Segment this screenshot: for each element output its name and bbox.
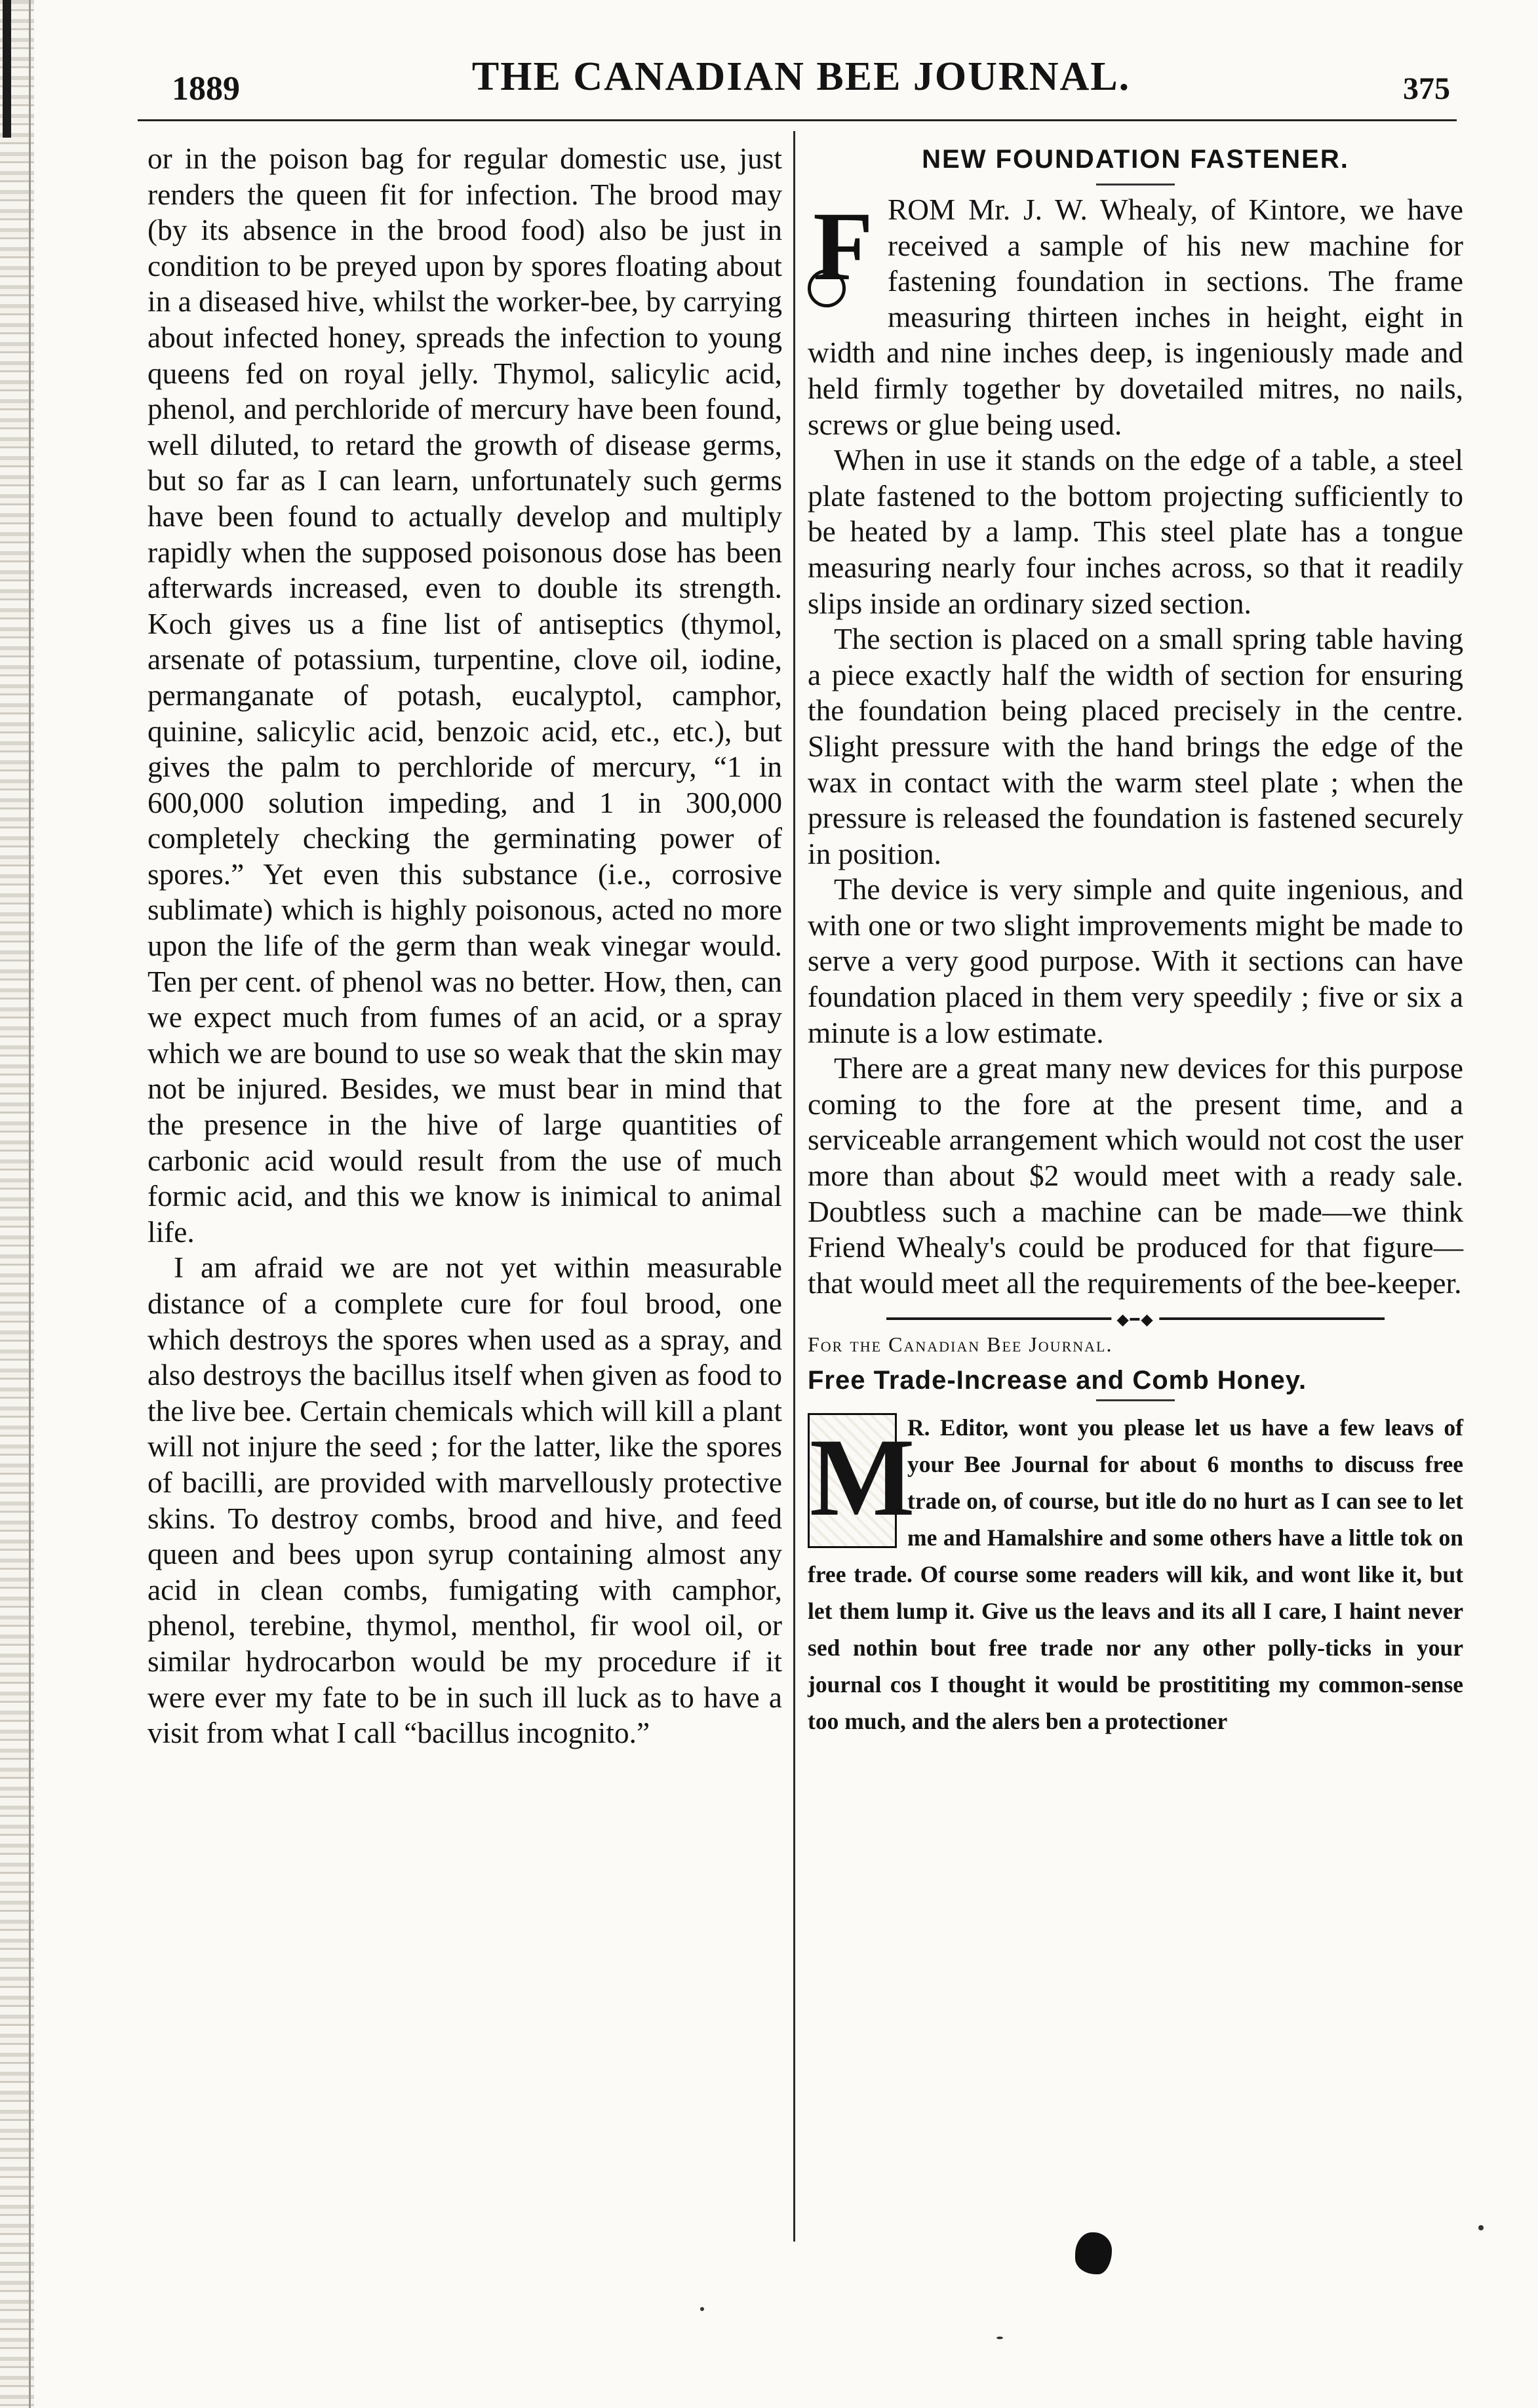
page-header bbox=[152, 51, 1450, 110]
column-divider bbox=[793, 131, 795, 2242]
ink-blot bbox=[1075, 2232, 1112, 2274]
header-year: 1889 bbox=[172, 70, 240, 107]
byline: For the Canadian Bee Journal. bbox=[808, 1332, 1113, 1357]
letter-body bbox=[808, 1409, 1463, 1739]
drop-cap-flourish bbox=[808, 269, 846, 307]
page-number: 375 bbox=[1403, 71, 1450, 106]
ink-speck bbox=[996, 2337, 1003, 2339]
binding-edge bbox=[0, 0, 34, 2408]
header-rule bbox=[138, 119, 1457, 121]
binding-mark bbox=[3, 0, 11, 138]
binding-line bbox=[29, 0, 31, 2408]
article-paragraph: The device is very simple and quite ingenious, and with one or two slight improvements might be made to serve a very good purpose. With it sections can have foundation placed in them very speedily ; five or six a minute is a low estimate. bbox=[808, 873, 1463, 1049]
right-column bbox=[808, 141, 1463, 1739]
title-rule bbox=[1096, 184, 1175, 185]
letter-title: Free Trade-Increase and Comb Honey. bbox=[808, 1366, 1307, 1395]
left-column bbox=[148, 141, 782, 1751]
ink-speck bbox=[1478, 2225, 1484, 2230]
letter-paragraph: R. Editor, wont you please let us have a few leavs of your Bee Journal for about 6 months to discuss free trade on, of course, but itle do no hurt as I can see to let me and Hamalshire and some others have a little tok on free trade. Of course some readers will kik, and wont like it, but let them lump it. Give us the leavs and its all I care, I haint never sed nothin bout free trade nor any other polly-ticks in your journal cos I thought it would be prostititing my common-sense too much, and the alers ben a protectioner bbox=[808, 1414, 1463, 1735]
drop-cap-letter: F bbox=[813, 192, 873, 301]
journal-title: THE CANADIAN BEE JOURNAL. bbox=[471, 54, 1131, 99]
article-paragraph: There are a great many new devices for this purpose coming to the fore at the present time, and a serviceable arrangement which would not cost the user more than about $2 would meet with a ready sale. Doubtless such a machine can be made—we think Friend Whealy's could be produced for that figure—that would meet all the requirements of the bee-keeper. bbox=[808, 1052, 1463, 1300]
letter-title-rule bbox=[1096, 1399, 1175, 1401]
left-paragraph: I am afraid we are not yet within measurable distance of a complete cure for foul brood, one which destroys the spores when used as a spray, and also destroys the bacillus itself when given as food to the live bee. Certain chemicals which will kill a plant will not injure the seed ; for the latter, like the spores of bacilli, are provided with marvellously protective skins. To destroy combs, brood and hive, and feed queen and bees upon syrup containing almost any acid in clean combs, fumigating with camphor, phenol, terebine, thymol, menthol, fir wool oil, or similar hydrocarbon would be my procedure if it were ever my fate to be in such ill luck as to have a visit from what I call “bacillus incognito.” bbox=[148, 1251, 782, 1750]
ink-speck bbox=[700, 2307, 704, 2311]
article-body bbox=[808, 192, 1463, 1301]
ornament-divider bbox=[808, 1310, 1463, 1327]
article-title: NEW FOUNDATION FASTENER. bbox=[922, 145, 1349, 174]
article-paragraph: ROM Mr. J. W. Whealy, of Kintore, we have received a sample of his new machine for fastening foundation in sections. The frame measuring thirteen inches in height, eight in width and nine inches deep, is ingeniously made and held firmly together by dovetailed mitres, no nails, screws or glue being used. bbox=[808, 193, 1463, 441]
drop-cap-m bbox=[808, 1413, 915, 1548]
article-paragraph: When in use it stands on the edge of a table, a steel plate fastened to the bottom projecting sufficiently to be heated by a lamp. This steel plate has a tongue measuring nearly four inches across, so that it readily slips inside an ordinary sized section. bbox=[808, 444, 1463, 620]
drop-cap-m-letter: M bbox=[810, 1416, 915, 1540]
left-paragraph: or in the poison bag for regular domestic use, just renders the queen fit for infection. The brood may (by its absence in the brood food) also be just in condition to be preyed upon by spores floating about in a diseased hive, whilst the worker-bee, by carrying about infected honey, spreads the infection to young queens fed on royal jelly. Thymol, salicylic acid, phenol, and perchloride of mercury have been found, well diluted, to retard the growth of disease germs, but so far as I can learn, unfortunately such germs have been found to actually develop and multiply rapidly when the supposed poisonous dose has been afterwards increased, even to double its strength. Koch gives us a fine list of antiseptics (thymol, arsenate of potassium, turpentine, clove oil, iodine, permanganate of potash, eucalyptol, camphor, quinine, salicylic acid, benzoic acid, etc., etc.), but gives the palm to perchloride of mercury, “1 in 600,000 solution impeding, and 1 in 300,000 completely checking the germinating power of spores.” Yet even this substance (i.e., corrosive sublimate) which is highly poisonous, acted no more upon the life of the germ than weak vinegar would. Ten per cent. of phenol was no better. How, then, can we expect much from fumes of an acid, or a spray which we are bound to use so weak that the skin may not be injured. Besides, we must bear in mind that the presence in the hive of large quantities of carbonic acid would result from the use of much formic acid, and this we know is inimical to animal life. bbox=[148, 142, 782, 1249]
ornament-icon: ◆━◆ bbox=[1111, 1310, 1159, 1329]
drop-cap bbox=[808, 192, 878, 307]
article-paragraph: The section is placed on a small spring table having a piece exactly half the width of section for ensuring the foundation being placed precisely in the centre. Slight pressure with the hand brings the edge of the wax in contact with the warm steel plate ; when the pressure is released the foundation is fastened securely in position. bbox=[808, 623, 1463, 870]
